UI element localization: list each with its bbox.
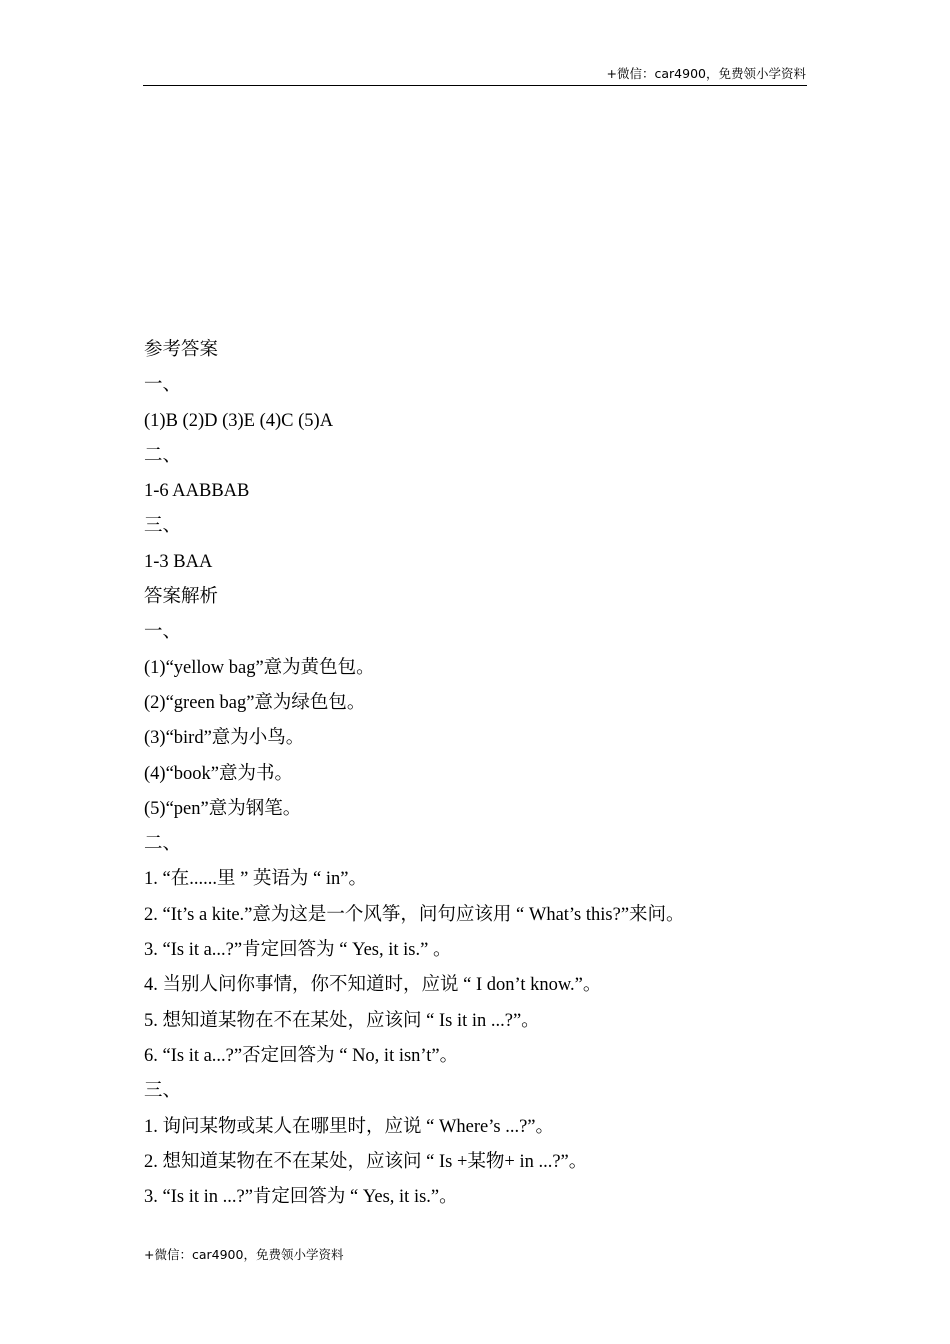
section-heading: 二、 <box>144 834 182 855</box>
section-heading: 二、 <box>144 445 182 466</box>
document-body <box>144 336 808 1218</box>
explanation-line: (2)“green bag”意为绿色包。 <box>144 692 366 713</box>
page-footer-text: +微信：car4900，免费领小学资料 <box>144 1247 344 1262</box>
header-divider <box>143 85 807 86</box>
explanation-line: 2. 想知道某物在不在某处，应该问 “ Is +某物+ in ...?”。 <box>144 1151 588 1172</box>
answer-line: 1-6 AABBAB <box>144 481 250 502</box>
answer-line: 1-3 BAA <box>144 551 213 572</box>
section-heading: 三、 <box>144 1081 182 1102</box>
explanation-line: (4)“book”意为书。 <box>144 763 293 784</box>
explanation-line: 6. “Is it a...?”否定回答为 “ No, it isn’t”。 <box>144 1045 459 1066</box>
answer-line: (1)B (2)D (3)E (4)C (5)A <box>144 410 334 431</box>
explanation-line: 1. 询问某物或某人在哪里时，应说 “ Where’s ...?”。 <box>144 1116 555 1137</box>
explanation-line: 4. 当别人问你事情，你不知道时，应说 “ I don’t know.”。 <box>144 975 602 996</box>
explanation-line: 5. 想知道某物在不在某处，应该问 “ Is it in ...?”。 <box>144 1010 540 1031</box>
explanation-line: 3. “Is it a...?”肯定回答为 “ Yes, it is.” 。 <box>144 940 452 961</box>
explanation-line: (5)“pen”意为钢笔。 <box>144 798 302 819</box>
section-heading: 三、 <box>144 516 182 537</box>
explanation-line: 1. “在......里 ” 英语为 “ in”。 <box>144 869 367 890</box>
section-heading: 一、 <box>144 375 182 396</box>
explanation-title: 答案解析 <box>144 587 219 608</box>
explanation-line: 2. “It’s a kite.”意为这是一个风筝，问句应该用 “ What’s this?”来问。 <box>144 904 685 925</box>
explanation-line: 3. “Is it in ...?”肯定回答为 “ Yes, it is.”。 <box>144 1187 458 1208</box>
explanation-line: (1)“yellow bag”意为黄色包。 <box>144 657 375 678</box>
section-heading: 一、 <box>144 622 182 643</box>
explanation-line: (3)“bird”意为小鸟。 <box>144 728 305 749</box>
page-header-text: +微信：car4900，免费领小学资料 <box>606 66 806 81</box>
answer-title: 参考答案 <box>144 340 219 360</box>
